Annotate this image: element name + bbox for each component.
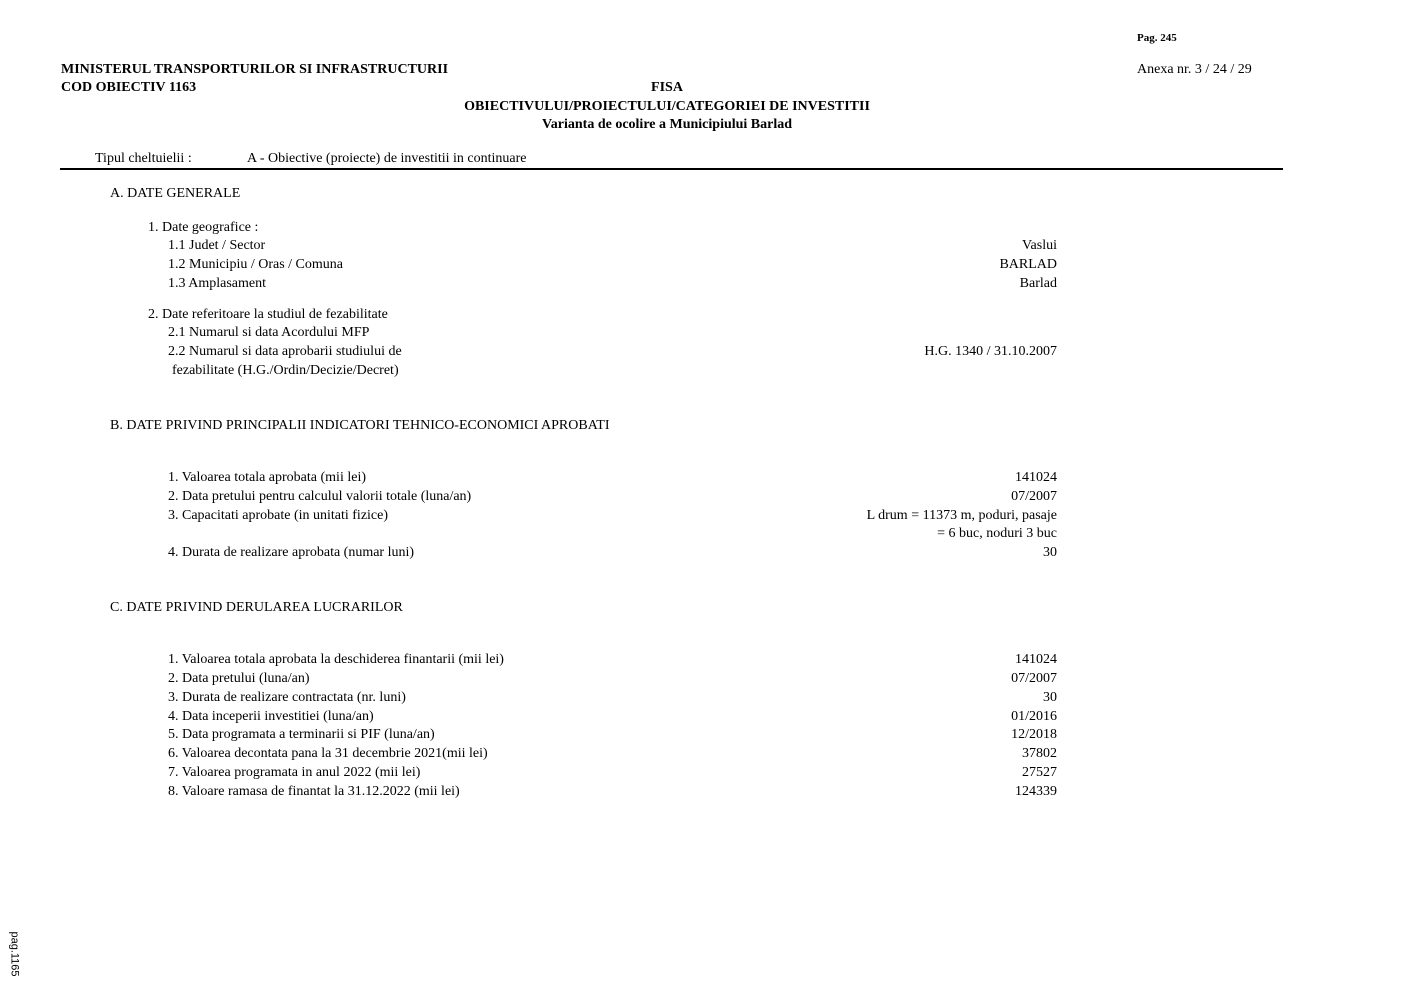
b-item-label: 4. Durata de realizare aprobata (numar luni) — [168, 545, 415, 560]
c-item-value: 124339 — [1015, 784, 1057, 799]
c-item-label: 1. Valoarea totala aprobata la deschiderea finantarii (mii lei) — [168, 652, 504, 667]
section-b-heading: B. DATE PRIVIND PRINCIPALII INDICATORI TEHNICO-ECONOMICI APROBATI — [110, 418, 610, 433]
side-page-label: pag.1165 — [8, 931, 21, 977]
b-item-label: 1. Valoarea totala aprobata (mii lei) — [168, 470, 366, 485]
b-item-value: 141024 — [1015, 470, 1057, 485]
b-item-label: 3. Capacitati aprobate (in unitati fizice) — [168, 508, 389, 523]
c-item-value: 141024 — [1015, 652, 1057, 667]
form-title: FISA — [651, 80, 683, 95]
c-item-value: 27527 — [1022, 765, 1057, 780]
b-item-value: 07/2007 — [1011, 489, 1057, 504]
c-item-value: 01/2016 — [1011, 709, 1057, 724]
c-item-label: 2. Data pretului (luna/an) — [168, 671, 310, 686]
c-item-value: 37802 — [1022, 746, 1057, 761]
location-value: Barlad — [1019, 276, 1057, 291]
feasibility-approval-value: H.G. 1340 / 31.10.2007 — [924, 344, 1057, 359]
mfp-agreement-label: 2.1 Numarul si data Acordului MFP — [168, 325, 370, 340]
object-code: COD OBIECTIV 1163 — [61, 80, 197, 95]
feasibility-approval-label: 2.2 Numarul si data aprobarii studiului de — [168, 344, 402, 359]
b-item-label: 2. Data pretului pentru calculul valorii totale (luna/an) — [168, 489, 472, 504]
section-a-heading: A. DATE GENERALE — [110, 186, 241, 201]
municipality-value: BARLAD — [999, 257, 1057, 272]
b-item-value: 30 — [1043, 545, 1057, 560]
project-name: Varianta de ocolire a Municipiului Barlad — [541, 117, 793, 132]
location-label: 1.3 Amplasament — [168, 276, 266, 291]
c-item-label: 8. Valoare ramasa de finantat la 31.12.2022 (mii lei) — [168, 784, 460, 799]
section-c-heading: C. DATE PRIVIND DERULAREA LUCRARILOR — [110, 600, 403, 615]
expense-type-value: A - Obiective (proiecte) de investitii in continuare — [247, 151, 527, 166]
c-item-value: 07/2007 — [1011, 671, 1057, 686]
c-item-label: 6. Valoarea decontata pana la 31 decembrie 2021(mii lei) — [168, 746, 488, 761]
c-item-value: 12/2018 — [1011, 727, 1057, 742]
feasibility-title: 2. Date referitoare la studiul de fezabilitate — [148, 307, 388, 322]
feasibility-approval-label-cont: fezabilitate (H.G./Ordin/Decizie/Decret) — [172, 363, 399, 378]
municipality-label: 1.2 Municipiu / Oras / Comuna — [168, 257, 343, 272]
c-item-label: 7. Valoarea programata in anul 2022 (mii lei) — [168, 765, 421, 780]
b-item-value-cont: = 6 buc, noduri 3 buc — [937, 526, 1057, 541]
c-item-label: 4. Data inceperii investitiei (luna/an) — [168, 709, 374, 724]
county-label: 1.1 Judet / Sector — [168, 238, 266, 253]
ministry-name: MINISTERUL TRANSPORTURILOR SI INFRASTRUCTURII — [61, 62, 449, 77]
header-divider — [60, 168, 1283, 170]
county-value: Vaslui — [1022, 238, 1057, 253]
geo-data-title: 1. Date geografice : — [148, 220, 259, 235]
annex-label: Anexa nr. 3 / 24 / 29 — [1137, 62, 1252, 77]
b-item-value: L drum = 11373 m, poduri, pasaje — [866, 508, 1057, 523]
expense-type-label: Tipul cheltuielii : — [95, 151, 192, 166]
form-subtitle: OBIECTIVULUI/PROIECTULUI/CATEGORIEI DE INVESTITII — [464, 99, 870, 114]
c-item-label: 3. Durata de realizare contractata (nr. luni) — [168, 690, 406, 705]
page-number: Pag. 245 — [1137, 32, 1177, 44]
c-item-value: 30 — [1043, 690, 1057, 705]
c-item-label: 5. Data programata a terminarii si PIF (luna/an) — [168, 727, 435, 742]
